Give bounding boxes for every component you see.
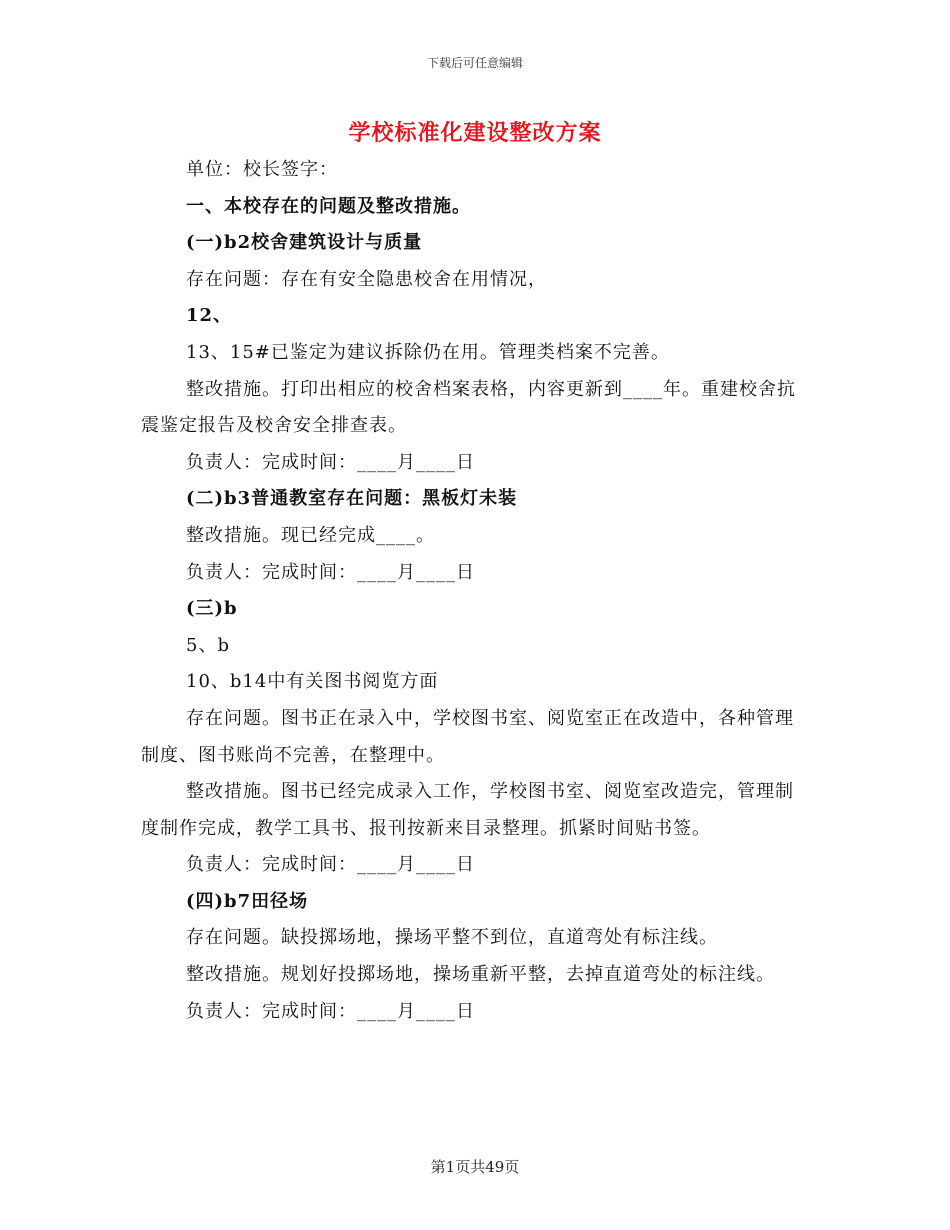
page-number: 第1页共49页 [430,1158,520,1176]
responsible-line: 负责人：完成时间：____月____日 [186,854,475,876]
paragraph: 存在问题。图书正在录入中，学校图书室、阅览室正在改造中，各种管理制度、图书账尚不完善，在整理中。 [141,707,794,766]
document-title: 学校标准化建设整改方案 [348,120,602,146]
paragraph: 5、b [186,634,230,656]
document-body [141,152,803,1030]
paragraph: 整改措施。打印出相应的校舍档案表格，内容更新到____年。重建校舍抗震鉴定报告及校舍安全排查表。 [141,378,796,437]
paragraph: 整改措施。图书已经完成录入工作，学校图书室、阅览室改造完，管理制度制作完成，教学工具书、报刊按新来目录整理。抓紧时间贴书签。 [141,781,794,839]
page-header-note: 下载后可任意编辑 [426,56,523,70]
paragraph: 12、 [186,305,233,327]
paragraph: 整改措施。规划好投掷场地，操场重新平整，去掉直道弯处的标注线。 [186,964,775,986]
paragraph: 13、15#已鉴定为建议拆除仍在用。管理类档案不完善。 [186,341,670,363]
section-heading: 一、本校存在的问题及整改措施。 [186,195,471,217]
subsection-heading: (二)b3普通教室存在问题：黑板灯未装 [186,488,518,510]
unit-signature-line: 单位：校长签字： [186,159,338,180]
paragraph: 存在问题。缺投掷场地，操场平整不到位，直道弯处有标注线。 [186,927,718,949]
responsible-line: 负责人：完成时间：____月____日 [186,451,475,473]
paragraph: 10、b14中有关图书阅览方面 [186,671,439,693]
responsible-line: 负责人：完成时间：____月____日 [186,1000,475,1022]
subsection-heading: (三)b [186,598,238,620]
subsection-heading: (一)b2校舍建筑设计与质量 [186,232,423,254]
responsible-line: 负责人：完成时间：____月____日 [186,561,475,583]
paragraph: 整改措施。现已经完成____。 [186,524,435,546]
paragraph: 存在问题：存在有安全隐患校舍在用情况， [186,268,547,290]
subsection-heading: (四)b7田径场 [186,890,309,912]
